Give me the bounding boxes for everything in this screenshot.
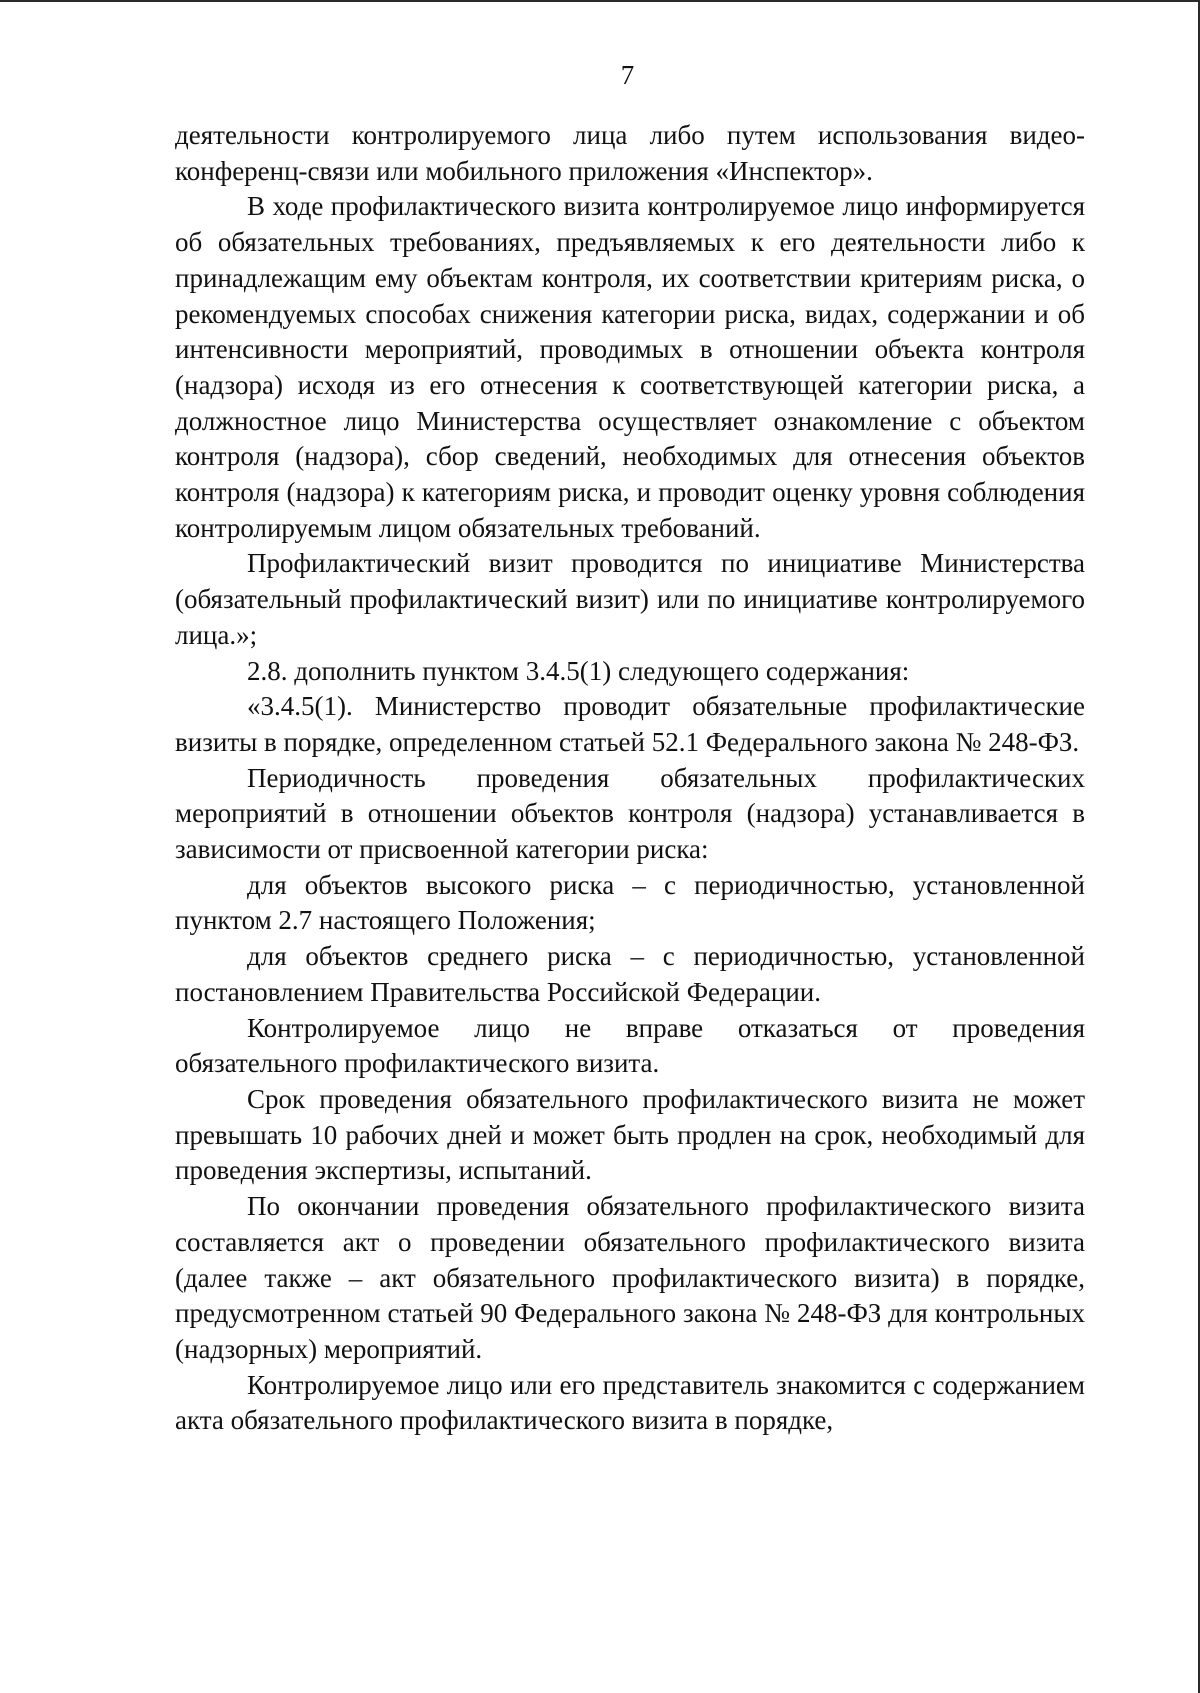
- paragraph-11: По окончании проведения обязательного профилактического визита составляется акт о проведении обязательного профилактического визита (далее также – акт обязательного профилактического визита) в порядке, предусмотренном статьей 90 Федерального закона № 248-ФЗ для контрольных (надзорных) мероприятий.: [175, 1191, 1085, 1364]
- paragraph-5: «3.4.5(1). Министерство проводит обязательные профилактические визиты в порядке, определенном статьей 52.1 Федерального закона № 248-ФЗ.: [175, 691, 1085, 757]
- paragraph-9: Контролируемое лицо не вправе отказаться от проведения обязательного профилактического визита.: [175, 1012, 1085, 1079]
- scan-edge-top: [0, 0, 1200, 2]
- paragraph-7: для объектов высокого риска – с периодичностью, установленной пунктом 2.7 настоящего Положения;: [175, 869, 1085, 936]
- paragraph-2: В ходе профилактического визита контролируемое лицо информируется об обязательных требованиях, предъявляемых к его деятельности либо к принадлежащим ему объектам контроля, их соответствии критериям риска, о рекомендуемых способах снижения категории риска, видах, содержании и об интенсивности мероприятий, проводимых в отношении объекта контроля (надзора) исходя из его отнесения к соответствующей категории риска, а должностное лицо Министерства осуществляет ознакомление с объектом контроля (надзора), сбор сведений, необходимых для отнесения объектов контроля (надзора) к категориям риска, и проводит оценку уровня соблюдения контролируемым лицом обязательных требований.: [175, 191, 1085, 543]
- paragraph-3: Профилактический визит проводится по инициативе Министерства (обязательный профилактический визит) или по инициативе контролируемого лица.»;: [175, 548, 1085, 650]
- paragraph-1: деятельности контролируемого лица либо путем использования видео-конференц-связи или мобильного приложения «Инспектор».: [175, 120, 1085, 186]
- document-body: [175, 118, 1085, 1439]
- paragraph-4: 2.8. дополнить пунктом 3.4.5(1) следующего содержания:: [247, 655, 910, 686]
- paragraph-6: Периодичность проведения обязательных профилактических мероприятий в отношении объектов контроля (надзора) устанавливается в зависимости от присвоенной категории риска:: [175, 762, 1085, 865]
- paragraph-10: Срок проведения обязательного профилактического визита не может превышать 10 рабочих дней и может быть продлен на срок, необходимый для проведения экспертизы, испытаний.: [175, 1083, 1085, 1186]
- paragraph-12: Контролируемое лицо или его представитель знакомится с содержанием акта обязательного профилактического визита в порядке,: [175, 1369, 1085, 1436]
- paragraph-8: для объектов среднего риска – с периодичностью, установленной постановлением Правительства Российской Федерации.: [175, 941, 1085, 1007]
- page-number: 7: [620, 60, 635, 90]
